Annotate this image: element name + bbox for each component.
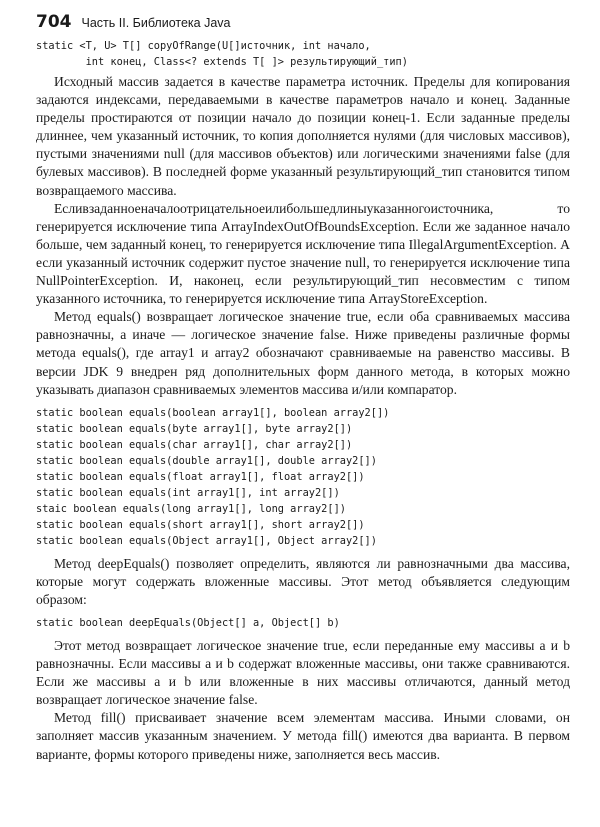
paragraph: Метод equals() возвращает логическое значение true, если оба сравниваемых массива равнозначны, а иначе — логическое значение false. Ниже приведены различные формы метода equals(), где array1 и array2 обозначают сравниваемые на равенство массивы. В версии JDK 9 внедрен ряд дополнительных форм данного метода, в которых можно указывать диапазон сравниваемых элементов массива и/или компаратор. [36,309,570,397]
deep-equals-code [36,615,570,631]
paragraph: Метод fill() присваивает значение всем элементам массива. Иными словами, он заполняет массив указанным значением. У метода fill() имеются два варианта. В первом варианте, формы которого приведены ниже, заполняется весь массив. [36,710,570,762]
paragraph: Этот метод возвращает логическое значение true, если переданные ему массивы a и b равнозначны. Если массивы a и b содержат вложенные массивы, они также сравниваются. Если же массивы a и b или вложенные в них массивы отличаются, данный метод возвращает логическое значение false. [36,637,570,708]
equals-forms-code [36,405,570,549]
paragraph: Есливзаданноеначалоотрицательноеилибольшедлиныуказанногоисточника, то генерируется исключение типа ArrayIndexOutOfBoundsException. Если же заданное начало больше, чем заданный конец, то генерируется исключение типа IllegalArgumentException. А если указанный источник содержит пустое значение null, то генерируется исключение типа NullPointerException. И, наконец, если результирующий_тип несовместим с типом указанного источника, то генерируется исключение типа ArrayStoreException. [36,200,570,307]
code-line: static boolean equals(char array1[], char array2[]) [36,438,353,451]
signature-line: static <T, U> T[] copyOfRange(U[]источник, int начало, [36,40,371,52]
code-line: static boolean equals(Object array1[], Object array2[]) [36,534,377,547]
paragraph: Исходный массив задается в качестве параметра источник. Пределы для копирования задаются индексами, передаваемыми в качестве параметров начало и конец. Заданные пределы простираются от позиции начало до позиции конец-1. Если заданные пределы длиннее, чем указанный источник, то копия дополняется нулями (для числовых массивов), пустыми значениями null (для массивов объектов) или логическими значениями false (для булевых массивов). В последней форме указанный результирующий_тип становится типом возвращаемого массива. [36,74,570,198]
code-line: static boolean equals(boolean array1[], boolean array2[]) [36,406,390,419]
code-line: static boolean equals(float array1[], float array2[]) [36,470,365,483]
paragraph: Метод deepEquals() позволяет определить, являются ли равнозначными два массива, которые могут содержать вложенные массивы. Этот метод объявляется следующим образом: [36,555,570,607]
code-line: static boolean equals(short array1[], short array2[]) [36,518,365,531]
code-line: static boolean equals(byte array1[], byte array2[]) [36,422,353,435]
page-header [36,12,570,36]
code-line: staic boolean equals(long array1[], long array2[]) [36,502,346,515]
page-number: 704 [36,12,72,32]
running-title: Часть II. Библиотека Java [81,16,231,30]
code-line: static boolean equals(int array1[], int array2[]) [36,486,340,499]
code-line: static boolean deepEquals(Object[] a, Object[] b) [36,616,340,629]
copy-of-range-signature [36,38,570,70]
signature-line: int конец, Class<? extends T[ ]> результирующий_тип) [36,56,408,68]
code-line: static boolean equals(double array1[], double array2[]) [36,454,377,467]
